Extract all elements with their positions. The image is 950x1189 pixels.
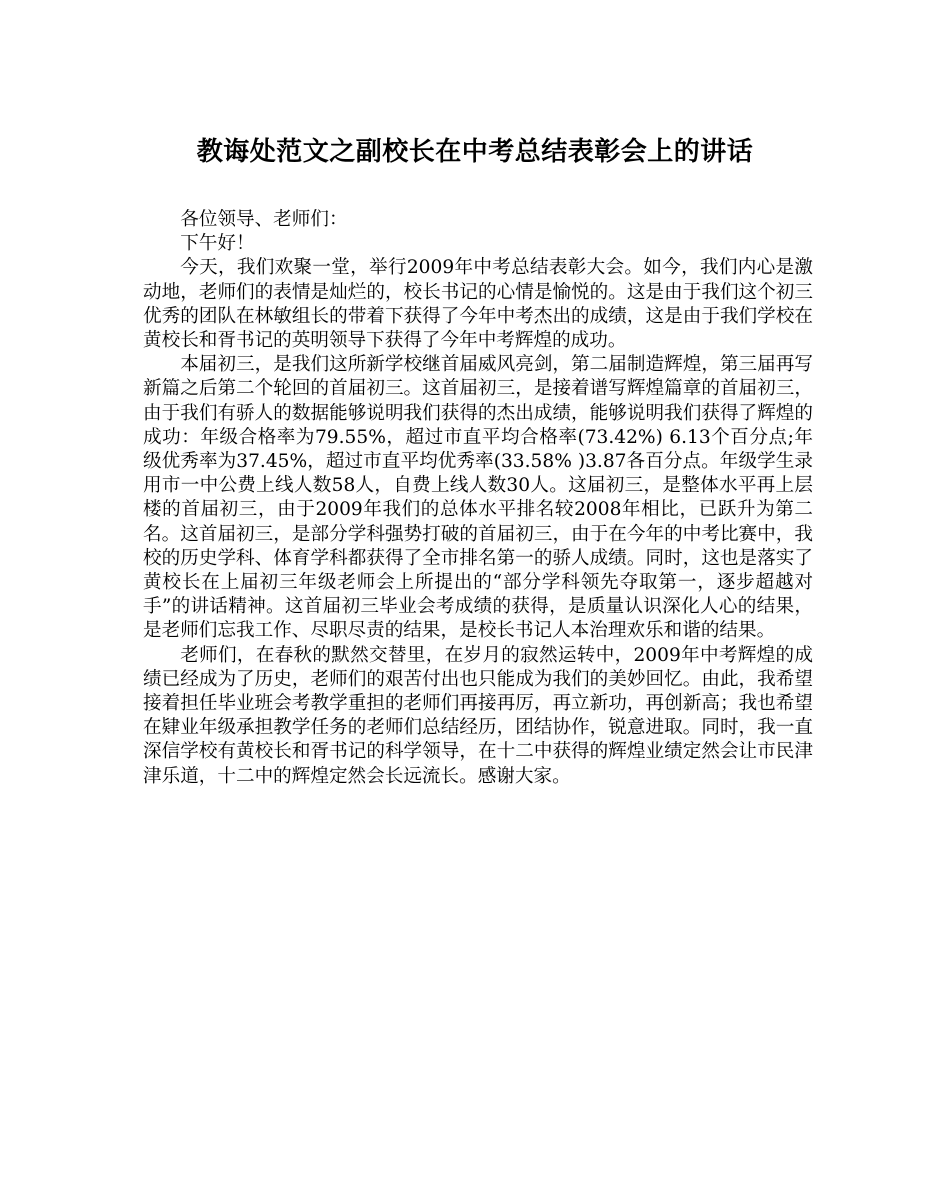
body-paragraph: 老师们，在春秋的默然交替里，在岁月的寂然运转中，2009年中考辉煌的成绩已经成为了历史，老师们的艰苦付出也只能成为我们的美妙回忆。由此，我希望接着担任毕业班会考教学重担的老师们再接再厉，再立新功，再创新高；我也希望在肄业年级承担教学任务的老师们总结经历，团结协作，锐意进取。同时，我一直深信学校有黄校长和胥书记的科学领导，在十二中获得的辉煌业绩定然会让市民津津乐道，十二中的辉煌定然会长远流长。感谢大家。 [143, 644, 813, 787]
document-body [143, 208, 813, 789]
body-paragraph: 今天，我们欢聚一堂，举行2009年中考总结表彰大会。如今，我们内心是激动地，老师们的表情是灿烂的，校长书记的心情是愉悦的。这是由于我们这个初三优秀的团队在林敏组长的带着下获得了今年中考杰出的成绩，这是由于我们学校在黄校长和胥书记的英明领导下获得了今年中考辉煌的成功。 [143, 257, 813, 352]
salutation-paragraph: 各位领导、老师们： [180, 209, 348, 230]
body-paragraph: 本届初三，是我们这所新学校继首届威风亮剑，第二届制造辉煌，第三届再写新篇之后第二个轮回的首届初三。这首届初三，是接着谱写辉煌篇章的首届初三，由于我们有骄人的数据能够说明我们获得的杰出成绩，能够说明我们获得了辉煌的成功：年级合格率为79.55%，超过市直平均合格率(73.42%) 6.13个百分点;年级优秀率为37.45%，超过市直平均优秀率(33.58% )3.87各百分点。年级学生录用市一中公费上线人数58人，自费上线人数30人。这届初三，是整体水平再上层楼的首届初三，由于2009年我们的总体水平排名较2008年相比，已跃升为第二名。这首届初三，是部分学科强势打破的首届初三，由于在今年的中考比赛中，我校的历史学科、体育学科都获得了全市排名第一的骄人成绩。同时，这也是落实了黄校长在上届初三年级老师会上所提出的“部分学科领先夺取第一，逐步超越对手”的讲话精神。这首届初三毕业会考成绩的获得，是质量认识深化人心的结果，是老师们忘我工作、尽职尽责的结果，是校长书记人本治理欢乐和谐的结果。 [143, 354, 814, 642]
document-title: 教诲处范文之副校长在中考总结表彰会上的讲话 [196, 137, 754, 167]
greeting-paragraph: 下午好！ [180, 233, 255, 255]
